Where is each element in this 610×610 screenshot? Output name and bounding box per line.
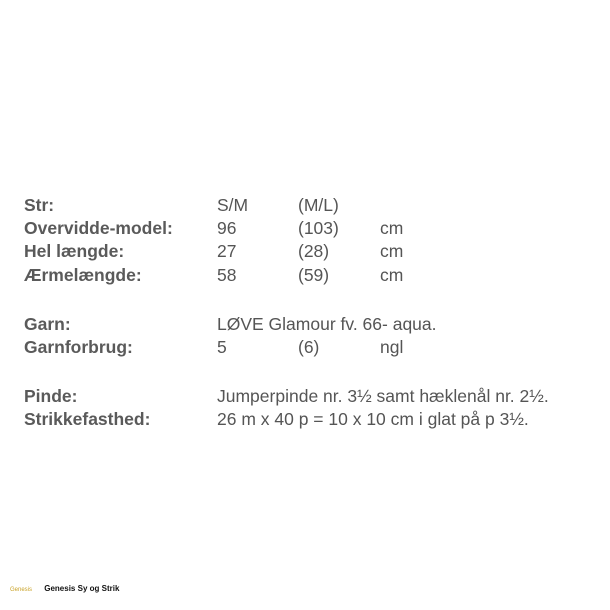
brand-name: Genesis Sy og Strik	[44, 584, 120, 593]
value-sm: 58	[217, 265, 237, 285]
value-ml: (M/L)	[298, 195, 339, 215]
unit: ngl	[380, 337, 404, 357]
label: Garn:	[24, 314, 71, 334]
value-ml: (28)	[298, 241, 330, 261]
label: Ærmelængde:	[24, 265, 142, 285]
label: Str:	[24, 195, 55, 215]
label: Strikkefasthed:	[24, 409, 151, 429]
label: Pinde:	[24, 386, 78, 406]
value-ml: (6)	[298, 337, 320, 357]
value: LØVE Glamour fv. 66- aqua.	[217, 314, 437, 334]
value-sm: 5	[217, 337, 227, 357]
label: Hel længde:	[24, 241, 125, 261]
label: Garnforbrug:	[24, 337, 133, 357]
unit: cm	[380, 265, 404, 285]
value: 26 m x 40 p = 10 x 10 cm i glat på p 3½.	[217, 409, 529, 429]
unit: cm	[380, 218, 404, 238]
footer	[10, 584, 119, 593]
value: Jumperpinde nr. 3½ samt hæklenål nr. 2½.	[217, 386, 549, 406]
value-ml: (59)	[298, 265, 330, 285]
value-sm: 27	[217, 241, 237, 261]
unit: cm	[380, 241, 404, 261]
value-ml: (103)	[298, 218, 339, 238]
value-sm: S/M	[217, 195, 249, 215]
label: Overvidde-model:	[24, 218, 173, 238]
genesis-logo: Genesis	[10, 587, 33, 593]
value-sm: 96	[217, 218, 237, 238]
